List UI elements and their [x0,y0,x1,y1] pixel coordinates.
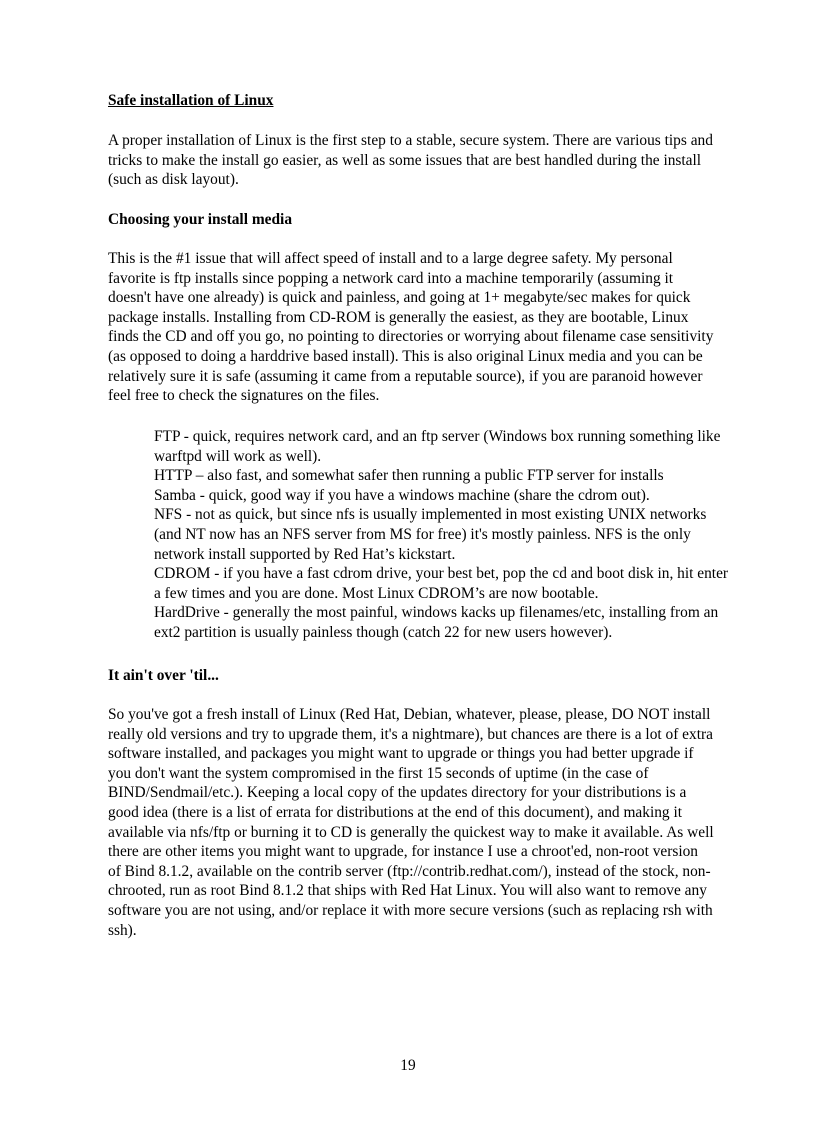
install-media-paragraph: This is the #1 issue that will affect speed of install and to a large degree safety. My personal favorite is ftp installs since popping a network card into a machine temporarily (assuming it doesn't have one already) is quick and painless, and going at 1+ megabyte/sec makes for quick package installs. Installing from CD-ROM is generally the easiest, as they are bootable, Linux finds the CD and off you go, no pointing to directories or worrying about filename case sensitivity (as opposed to doing a harddrive based install). This is also original Linux media and you can be relatively sure it is safe (assuming it came from a reputable source), if you are paranoid however feel free to check the signatures on the files. [108,250,714,405]
install-media-heading: Choosing your install media [108,211,293,228]
install-option-http: HTTP – also fast, and somewhat safer then running a public FTP server for installs [154,467,664,485]
install-option-nfs: NFS - not as quick, but since nfs is usually implemented in most existing UNIX networks (and NT now has an NFS server from MS for free) it's mostly painless. NFS is the only network install supported by Red Hat’s kickstart. [154,506,707,563]
install-option-cdrom: CDROM - if you have a fast cdrom drive, your best bet, pop the cd and boot disk in, hit enter a few times and you are done. Most Linux CDROM’s are now bootable. [154,565,729,602]
install-option-samba: Samba - quick, good way if you have a windows machine (share the cdrom out). [154,486,650,504]
page-number: 19 [400,1057,416,1074]
section-title: Safe installation of Linux [108,92,274,109]
install-option-harddrive: HardDrive - generally the most painful, windows kacks up filenames/etc, installing from an ext2 partition is usually painless though (catch 22 for new users however). [154,604,719,641]
intro-paragraph: A proper installation of Linux is the first step to a stable, secure system. There are various tips and tricks to make the install go easier, as well as some issues that are best handled during the install (such as disk layout). [108,132,713,189]
install-options-list [154,427,729,643]
post-install-paragraph: So you've got a fresh install of Linux (Red Hat, Debian, whatever, please, please, DO NOT install really old versions and try to upgrade them, it's a nightmare), but chances are there is a lot of extra software installed, and packages you might want to upgrade or things you had better upgrade if you don't want the system compromised in the first 15 seconds of uptime (in the case of BIND/Sendmail/etc.). Keeping a local copy of the updates directory for your distributions is a good idea (there is a list of errata for distributions at the end of this document), and making it available via nfs/ftp or burning it to CD is generally the quickest way to make it available. As well there are other items you might want to upgrade, for instance I use a chroot'ed, non-root version of Bind 8.1.2, available on the contrib server (ftp://contrib.redhat.com/), instead of the stock, non-chrooted, run as root Bind 8.1.2 that ships with Red Hat Linux. You will also want to remove any software you are not using, and/or replace it with more secure versions (such as replacing rsh with ssh). [108,706,714,939]
install-option-ftp: FTP - quick, requires network card, and an ftp server (Windows box running something like warftpd will work as well). [154,428,721,465]
post-install-heading: It ain't over 'til... [108,667,219,684]
